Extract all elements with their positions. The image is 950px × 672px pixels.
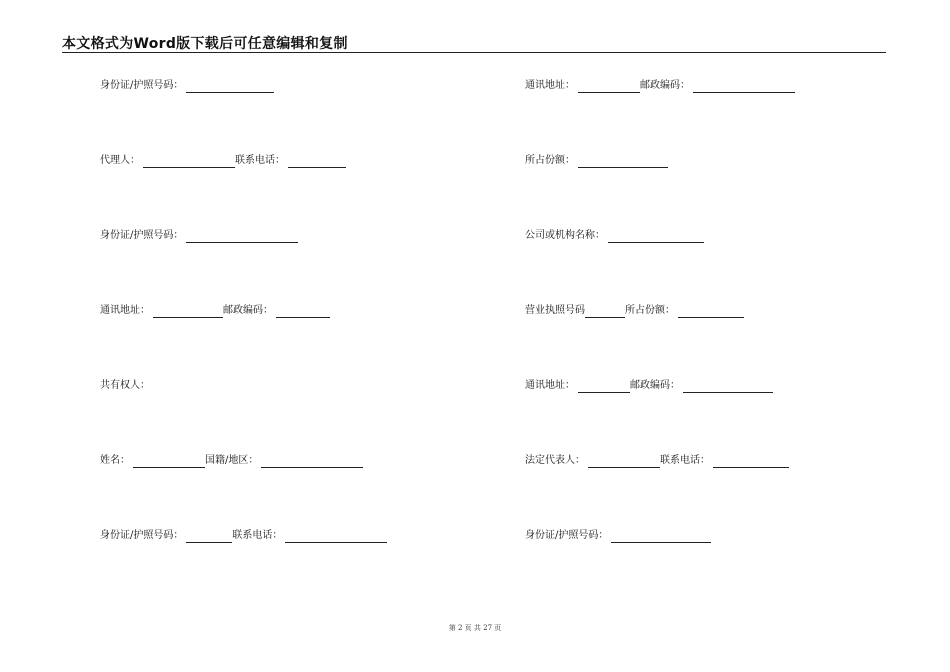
agent-address-blank[interactable] xyxy=(153,306,223,318)
left-id-passport-row xyxy=(100,79,277,93)
right-company-row xyxy=(525,229,707,243)
left-co-owner-row xyxy=(100,379,150,393)
agent-label: 代理人： xyxy=(100,155,140,166)
right-share-row xyxy=(525,154,671,168)
agent-blank[interactable] xyxy=(143,156,235,168)
company-name-label: 公司或机构名称： xyxy=(525,230,605,241)
company-share-label: 所占份额： xyxy=(625,305,675,316)
legal-rep-id-passport-label: 身份证/护照号码： xyxy=(525,530,609,541)
agent-phone-blank[interactable] xyxy=(288,156,346,168)
agent-postcode-blank[interactable] xyxy=(276,306,330,318)
left-co-owner-id-row xyxy=(100,529,390,543)
id-passport-blank[interactable] xyxy=(186,81,274,93)
left-name-row xyxy=(100,454,366,468)
company-postcode-blank[interactable] xyxy=(683,381,773,393)
page-current-number: 2 xyxy=(457,624,463,632)
legal-representative-blank[interactable] xyxy=(588,456,660,468)
left-agent-id-row xyxy=(100,229,301,243)
legal-rep-phone-blank[interactable] xyxy=(713,456,789,468)
business-license-blank[interactable] xyxy=(585,306,625,318)
address-blank[interactable] xyxy=(578,81,640,93)
company-name-blank[interactable] xyxy=(608,231,704,243)
legal-representative-label: 法定代表人： xyxy=(525,455,585,466)
company-address-label: 通讯地址： xyxy=(525,380,575,391)
co-owner-label: 共有权人： xyxy=(100,380,150,391)
right-company-address-row xyxy=(525,379,776,393)
company-address-blank[interactable] xyxy=(578,381,630,393)
right-address-row xyxy=(525,79,798,93)
page-label-prefix: 第 xyxy=(448,624,456,632)
agent-phone-label: 联系电话： xyxy=(235,155,285,166)
header-divider xyxy=(62,52,886,53)
agent-postcode-label: 邮政编码： xyxy=(223,305,273,316)
share-blank[interactable] xyxy=(578,156,668,168)
co-owner-id-passport-label: 身份证/护照号码： xyxy=(100,530,184,541)
page-label-suffix: 页 xyxy=(494,624,502,632)
page-label-mid: 页 共 xyxy=(464,624,481,632)
left-agent-row xyxy=(100,154,349,168)
co-owner-phone-label: 联系电话： xyxy=(232,530,283,541)
agent-address-label: 通讯地址： xyxy=(100,305,150,316)
co-owner-nationality-label: 国籍/地区： xyxy=(205,455,259,466)
right-legal-rep-row xyxy=(525,454,792,468)
co-owner-name-blank[interactable] xyxy=(133,456,205,468)
header-title: 本文格式为Word版下载后可任意编辑和复制 xyxy=(62,36,348,52)
co-owner-nationality-blank[interactable] xyxy=(261,456,363,468)
left-address-row xyxy=(100,304,333,318)
legal-rep-phone-label: 联系电话： xyxy=(660,455,710,466)
company-share-blank[interactable] xyxy=(678,306,744,318)
right-legal-rep-id-row xyxy=(525,529,714,543)
postcode-blank[interactable] xyxy=(693,81,795,93)
agent-id-passport-label: 身份证/护照号码： xyxy=(100,230,184,241)
postcode-label: 邮政编码： xyxy=(640,80,690,91)
business-license-label: 营业执照号码 xyxy=(525,305,585,316)
company-postcode-label: 邮政编码： xyxy=(630,380,680,391)
share-label: 所占份额： xyxy=(525,155,575,166)
right-license-row xyxy=(525,304,747,318)
legal-rep-id-passport-blank[interactable] xyxy=(611,531,711,543)
co-owner-id-passport-blank[interactable] xyxy=(186,531,232,543)
co-owner-name-label: 姓名： xyxy=(100,455,130,466)
page-total-number: 27 xyxy=(483,624,493,632)
agent-id-passport-blank[interactable] xyxy=(186,231,298,243)
id-passport-label: 身份证/护照号码： xyxy=(100,80,184,91)
page-number-footer xyxy=(0,623,950,633)
address-label: 通讯地址： xyxy=(525,80,575,91)
co-owner-phone-blank[interactable] xyxy=(285,531,387,543)
